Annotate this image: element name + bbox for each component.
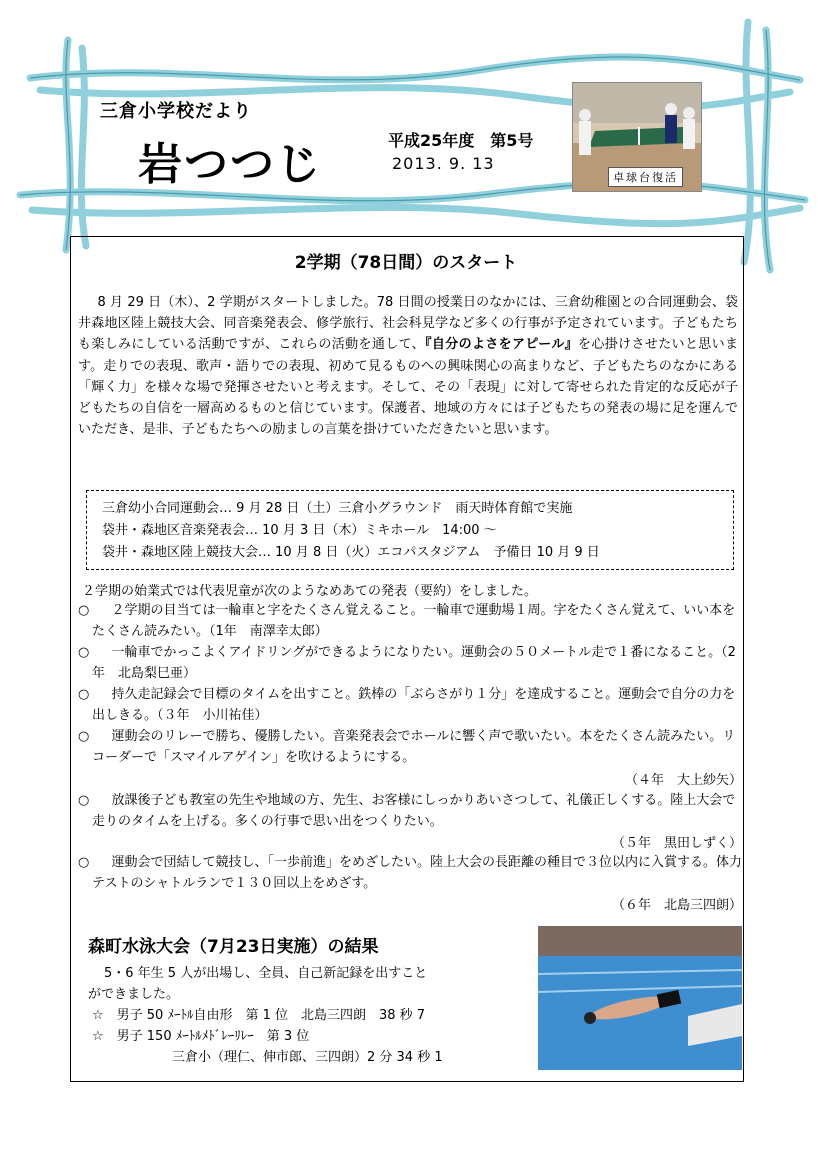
article-paragraph <box>78 292 738 440</box>
swim-result: ☆ 男子 150 ﾒｰﾄﾙﾒﾄﾞﾚｰﾘﾚｰ 第 3 位 <box>92 1029 310 1044</box>
event-item: 袋井・森地区陸上競技大会… 10 月 8 日（火）エコパスタジアム 予備日 10 月 9 日 <box>102 545 600 560</box>
circle-mark-icon: ○ <box>78 729 90 744</box>
swim-line: ができました。 <box>88 987 180 1002</box>
school-name: 三倉小学校だより <box>100 101 252 122</box>
swim-result: ☆ 男子 50 ﾒｰﾄﾙ自由形 第 1 位 北島三四朗 38 秒 7 <box>92 1008 426 1023</box>
goal-entry <box>78 642 744 684</box>
event-item: 三倉幼小合同運動会… 9 月 28 日（土）三倉小グラウンド 雨天時体育館で実施 <box>102 501 573 516</box>
circle-mark-icon: ○ <box>78 603 90 618</box>
swim-line: 5・6 年生 5 人が出場し、全員、自己新記録を出すこと <box>104 966 428 981</box>
article-heading: 2学期（78日間）のスタート <box>294 253 518 273</box>
swimming-photo <box>538 926 742 1070</box>
goal-entry <box>78 684 744 726</box>
newsletter-title: 岩つつじ <box>138 139 322 190</box>
goal-text: 放課後子ども教室の先生や地域の方、先生、お客様にしっかりあいさつして、礼儀正しくする。陸上大会で走りのタイムを上げる。多くの行事で思い出をつくりたい。 <box>92 793 736 829</box>
circle-mark-icon: ○ <box>78 855 90 870</box>
goal-entry <box>78 790 744 832</box>
goal-entry <box>78 852 744 894</box>
photo-caption: 卓球台復活 <box>608 167 683 187</box>
goal-text: 運動会で団結して競技し、「一歩前進」をめざしたい。陸上大会の長距離の種目で３位以内に入賞する。体力テストのシャトルランで１３０回以上をめざす。 <box>92 855 743 891</box>
goal-text: ２学期の目当ては一輪車と字をたくさん覚えること。一輪車で運動場１周。字をたくさん覚えて、いい本をたくさん読みたい。（1年 南澤幸太郎） <box>92 603 736 639</box>
issue-date: 2013. 9. 13 <box>392 154 495 173</box>
goal-signature: （５年 黒田しずく） <box>611 836 742 851</box>
swim-heading: 森町水泳大会（7月23日実施）の結果 <box>88 937 379 957</box>
paragraph-text-cont: を心掛けさせたいと思います。走りでの表現、歌声・語りでの表現、初めて見るものへの興味関心の高まりなど、子どもたちのなかにある「輝く力」を様々な場で発揮させたいと考えます。そして、その「表現」に対して寄せられた肯定的な反応が子どもたちの自信を一層高めるものと信じています。保護者、地域の方々には子どもたちの発表の場に足を運んでいただき、是非、子どもたちへの励ましの言葉を掛けていただきたいと思います。 <box>78 337 738 438</box>
circle-mark-icon: ○ <box>78 793 90 808</box>
swim-result: 三倉小（理仁、伸市郎、三四朗）2 分 34 秒 1 <box>172 1050 443 1065</box>
goal-signature: （４年 大上紗矢） <box>624 773 742 788</box>
circle-mark-icon: ○ <box>78 645 90 660</box>
event-item: 袋井・森地区音楽発表会… 10 月 3 日（木）ミキホール 14:00 ～ <box>102 523 497 538</box>
goal-entry <box>78 600 744 642</box>
goal-signature: （６年 北島三四朗） <box>611 898 742 913</box>
goal-entry <box>78 726 744 768</box>
issue-number: 平成25年度 第5号 <box>388 131 534 150</box>
goal-text: 一輪車でかっこよくアイドリングができるようになりたい。運動会の５０メートル走で１番になること。（2年 北島梨巳亜） <box>92 645 736 681</box>
emphasis-text: 『自分のよさをアピール』 <box>425 337 579 353</box>
goals-intro: ２学期の始業式では代表児童が次のようなめあての発表（要約）をしました。 <box>82 584 538 599</box>
circle-mark-icon: ○ <box>78 687 90 702</box>
goal-text: 持久走記録会で目標のタイムを出すこと。鉄棒の「ぶらさがり１分」を達成すること。運動会で自分の力を出しきる。（３年 小川祐佳） <box>92 687 736 723</box>
goal-text: 運動会のリレーで勝ち、優勝したい。音楽発表会でホールに響く声で歌いたい。本をたくさん読みたい。リコーダーで「スマイルアゲイン」を吹けるようにする。 <box>92 729 736 765</box>
paragraph-text: 8 月 29 日（木）、2 学期がスタートしました。78 日間の授業日のなかには、三倉幼稚園との合同運動会、袋井森地区陸上競技大会、同音楽発表会、修学旅行、社会科見学など多くの行事が予定されています。子どもたちも楽しみにしている活動ですが、これらの活動を通して、 <box>78 295 738 353</box>
